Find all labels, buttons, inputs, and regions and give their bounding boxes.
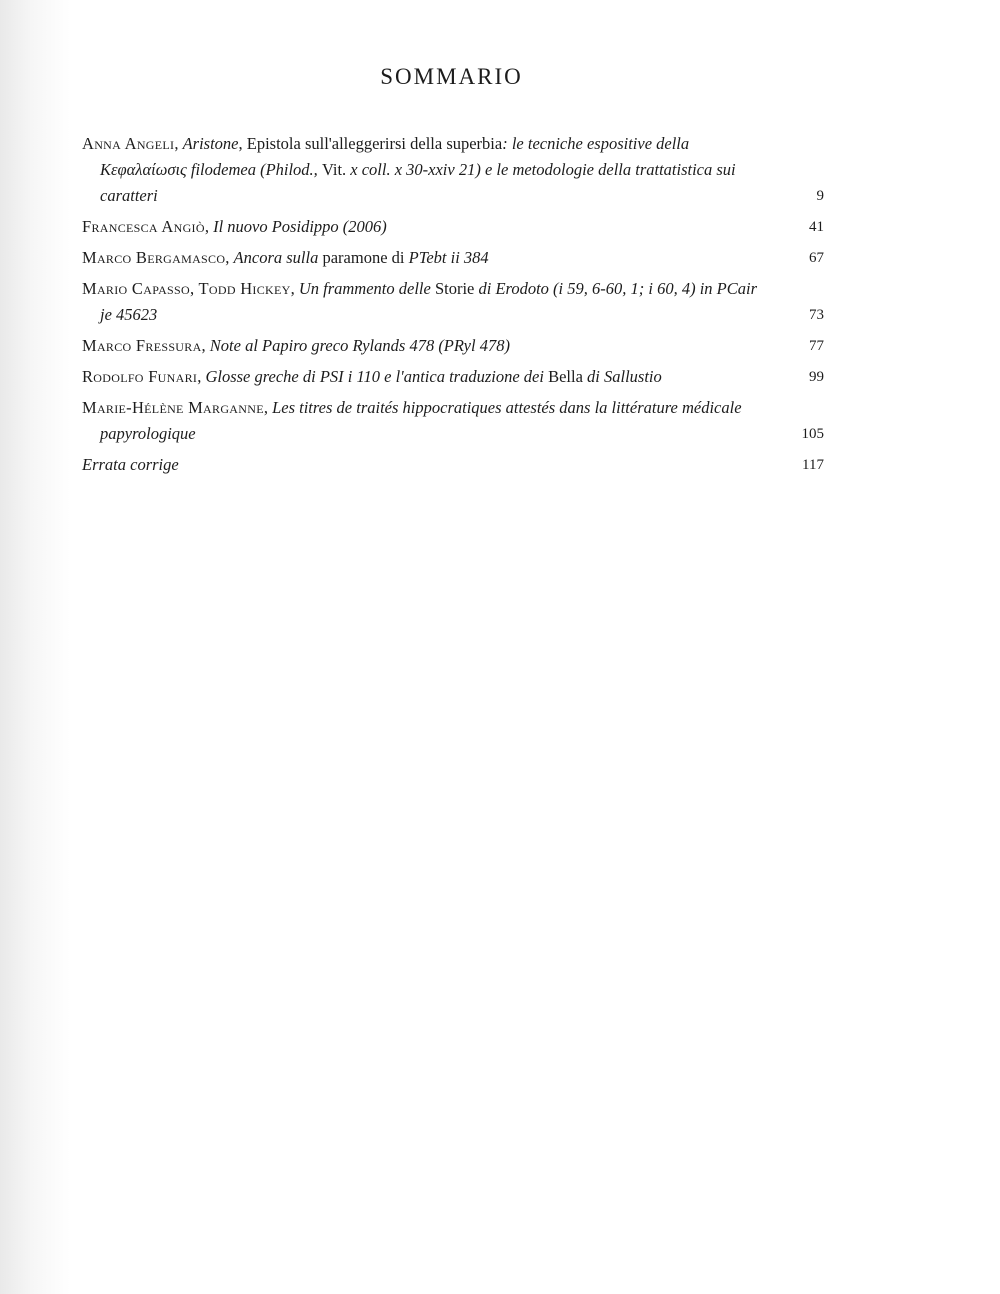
page-edge-shade: [0, 0, 70, 1294]
toc-author: Anna Angeli: [82, 134, 175, 153]
toc-entry-text: Francesca Angiò, Il nuovo Posidippo (2006): [82, 217, 387, 236]
toc-title-italic: Il nuovo Posidippo (2006): [213, 217, 387, 236]
toc-entry: [82, 245, 824, 271]
toc-title-italic: Aristone: [182, 134, 239, 153]
toc-page-number: 41: [809, 219, 824, 235]
toc-title-italic: di Erodoto (i 59, 6-60, 1; i 60, 4) in PCair je 45623: [100, 279, 758, 324]
toc-entry-text: Anna Angeli, Aristone, Epistola sull'alleggerirsi della superbia: le tecniche espositive della Κεφαλαίωσις filodemea (Philod., Vit. x coll. x 30-xxiv 21) e le metodologie della trattatistica sui caratteri: [82, 134, 736, 205]
toc-entry-text: Marco Bergamasco, Ancora sulla paramone di PTebt ii 384: [82, 248, 489, 267]
toc-entry-text: [82, 452, 764, 478]
toc-title-roman: Bella: [548, 367, 588, 386]
toc-entry: [82, 395, 824, 447]
toc-entry-text: Marie-Hélène Marganne, Les titres de traités hippocratiques attestés dans la littérature médicale papyrologique: [82, 398, 742, 443]
toc-title-italic: Glosse greche di PSI i 110 e l'antica traduzione dei: [205, 367, 549, 386]
toc-author: Mario Capasso, Todd Hickey: [82, 279, 291, 298]
toc-title-italic: x coll. x 30-xxiv 21) e le metodologie della trattatistica sui caratteri: [100, 160, 736, 205]
toc-entry-text: Rodolfo Funari, Glosse greche di PSI i 110 e l'antica traduzione dei Bella di Sallustio: [82, 367, 662, 386]
table-of-contents: [82, 131, 824, 483]
toc-author: Francesca Angiò: [82, 217, 205, 236]
toc-title-roman: , Epistola sull'alleggerirsi della superbia: [238, 134, 503, 153]
toc-author: Marco Fressura: [82, 336, 202, 355]
toc-title-roman: Storie: [434, 279, 479, 298]
toc-title-italic: : le tecniche espositive della Κεφαλαίωσις filodemea (Philod.,: [100, 134, 690, 179]
toc-title-italic: PTebt ii 384: [408, 248, 489, 267]
toc-title-italic: Un frammento delle: [298, 279, 435, 298]
toc-title-italic: Les titres de traités hippocratiques attestés dans la littérature médicale papyrologique: [100, 398, 742, 443]
toc-title-roman: paramone di: [322, 248, 409, 267]
toc-title-italic: Ancora sulla: [233, 248, 323, 267]
toc-page-number: 9: [816, 188, 824, 204]
toc-entry: [82, 214, 824, 240]
toc-title-italic: di Sallustio: [587, 367, 662, 386]
toc-title-italic: Note al Papiro greco Rylands 478 (PRyl 478): [209, 336, 510, 355]
toc-page-number: 73: [809, 307, 824, 323]
toc-entry-text: Marco Fressura, Note al Papiro greco Rylands 478 (PRyl 478): [82, 336, 510, 355]
toc-page-number: 117: [802, 457, 824, 473]
toc-author: Marie-Hélène Marganne: [82, 398, 264, 417]
toc-title-roman: Vit.: [321, 160, 351, 179]
toc-page-number: 67: [809, 250, 824, 266]
toc-entry: [82, 333, 824, 359]
toc-author: Marco Bergamasco: [82, 248, 226, 267]
toc-entry: [82, 131, 824, 209]
toc-author: Rodolfo Funari: [82, 367, 198, 386]
toc-page-number: 77: [809, 338, 824, 354]
toc-title-italic: Errata corrige: [82, 455, 179, 474]
toc-entry: [82, 364, 824, 390]
toc-entry: [82, 452, 824, 478]
toc-entry-text: Mario Capasso, Todd Hickey, Un frammento delle Storie di Erodoto (i 59, 6-60, 1; i 60, 4) in PCair je 45623: [82, 279, 758, 324]
page-title: SOMMARIO: [380, 64, 523, 89]
toc-page-number: 105: [801, 426, 824, 442]
toc-entry: [82, 276, 824, 328]
toc-page-number: 99: [809, 369, 824, 385]
